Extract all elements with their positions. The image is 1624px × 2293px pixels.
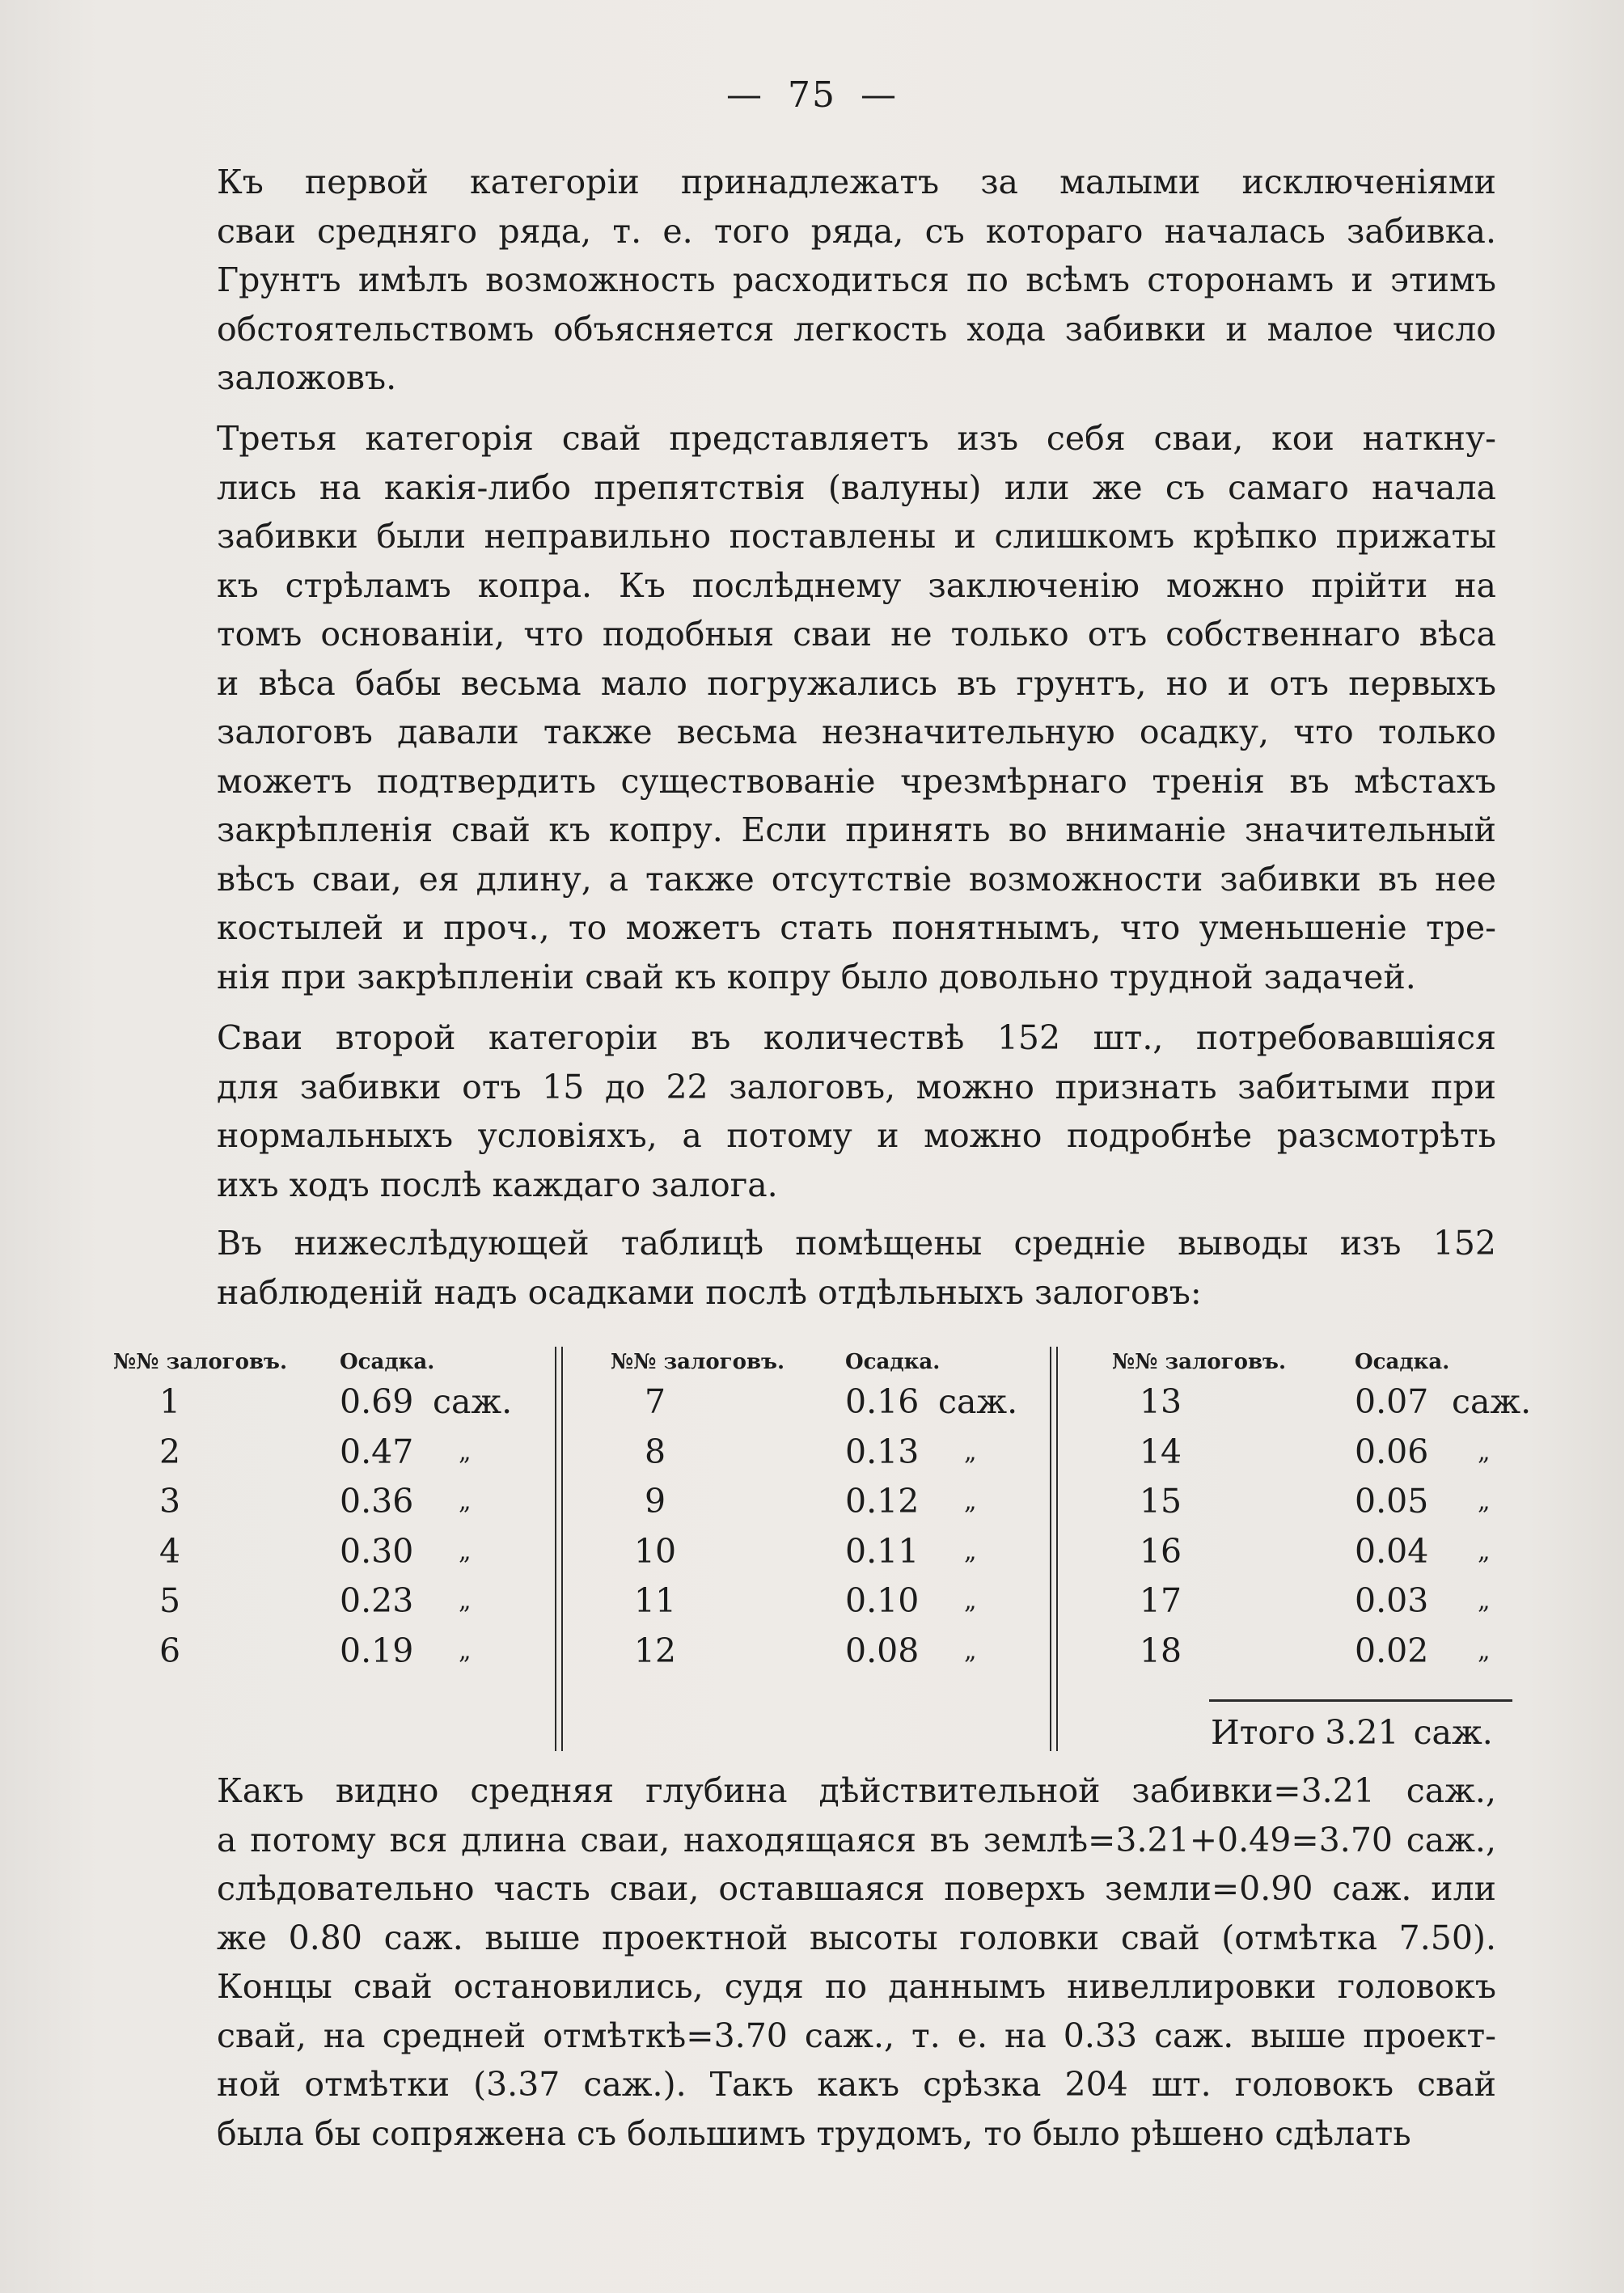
settlement-value: 0.69 xyxy=(340,1382,414,1421)
table-row xyxy=(1112,1627,1520,1677)
text-line: нія при закрѣпленіи свай къ копру было довольно трудной задачей. xyxy=(217,957,1416,996)
paragraph-table-intro xyxy=(121,1219,1496,1317)
ditto-mark: „ xyxy=(459,1437,472,1466)
total-unit: саж. xyxy=(1413,1713,1493,1752)
paragraph-lines xyxy=(121,1013,1496,1209)
table-total xyxy=(1211,1708,1493,1757)
table-row xyxy=(113,1576,566,1627)
pile-drive-number: 2 xyxy=(159,1432,181,1471)
settlement-value: 0.03 xyxy=(1355,1581,1429,1620)
settlement-value: 0.02 xyxy=(1355,1631,1429,1670)
ditto-mark: „ xyxy=(964,1587,977,1615)
text-line: томъ основаніи, что подобныя сваи не только отъ собственнаго вѣса xyxy=(217,615,1496,654)
table-row xyxy=(611,1428,1064,1478)
table-header xyxy=(113,1347,566,1377)
paragraph-lines xyxy=(121,1766,1496,2158)
pile-drive-number: 14 xyxy=(1139,1432,1182,1471)
pile-drive-number: 18 xyxy=(1139,1631,1182,1670)
settlement-value: 0.05 xyxy=(1355,1482,1429,1521)
ditto-mark: „ xyxy=(459,1537,472,1566)
text-line: Какъ видно средняя глубина дѣйствительной забивки=3.21 саж., xyxy=(217,1771,1496,1810)
table-row xyxy=(611,1477,1064,1527)
text-line: костылей и проч., то можетъ стать понятнымъ, что уменьшеніе тре- xyxy=(217,908,1496,947)
text-line: Въ нижеслѣдующей таблицѣ помѣщены средніе выводы изъ 152 xyxy=(217,1224,1496,1263)
text-line: залоговъ давали также весьма незначительную осадку, что только xyxy=(217,713,1496,751)
header-number: №№ залоговъ. xyxy=(611,1350,785,1374)
settlement-value: 0.06 xyxy=(1355,1432,1429,1471)
text-line: ихъ ходъ послѣ каждаго залога. xyxy=(217,1165,778,1204)
ditto-mark: „ xyxy=(964,1636,977,1665)
total-value: 3.21 xyxy=(1325,1713,1399,1752)
header-settlement: Осадка. xyxy=(340,1350,435,1374)
pile-drive-number: 6 xyxy=(159,1631,181,1670)
text-line: свай, на средней отмѣткѣ=3.70 саж., т. е. на 0.33 саж. выше проект- xyxy=(217,2016,1496,2055)
text-line: Грунтъ имѣлъ возможность расходиться по всѣмъ сторонамъ и этимъ xyxy=(217,260,1496,299)
table-row xyxy=(113,1627,566,1677)
ditto-mark: „ xyxy=(459,1487,472,1516)
text-line: къ стрѣламъ копра. Къ послѣднему заключенію можно прійти на xyxy=(217,565,1496,605)
ditto-mark: „ xyxy=(1478,1487,1491,1516)
text-line: Сваи второй категоріи въ количествѣ 152 шт., потребовавшіяся xyxy=(217,1018,1496,1057)
pile-drive-number: 15 xyxy=(1139,1482,1182,1521)
table-divider xyxy=(1050,1347,1058,1751)
settlement-value: 0.10 xyxy=(845,1581,920,1620)
header-number: №№ залоговъ. xyxy=(113,1350,288,1374)
ditto-mark: „ xyxy=(459,1587,472,1615)
pile-drive-number: 1 xyxy=(159,1382,181,1421)
table-column-2 xyxy=(611,1347,1064,1759)
pile-drive-number: 12 xyxy=(633,1631,677,1670)
unit-label: саж. xyxy=(938,1382,1018,1421)
text-line: ной отмѣтки (3.37 саж.). Такъ какъ срѣзка 204 шт. головокъ свай xyxy=(217,2065,1496,2104)
paragraph-second-category xyxy=(121,1013,1496,1209)
settlement-value: 0.30 xyxy=(340,1531,414,1571)
table-row xyxy=(113,1527,566,1577)
settlement-value: 0.19 xyxy=(340,1631,414,1670)
pile-drive-number: 10 xyxy=(633,1531,677,1571)
table-row xyxy=(1112,1576,1520,1627)
ditto-mark: „ xyxy=(964,1537,977,1566)
unit-label: саж. xyxy=(433,1382,513,1421)
text-line: заложовъ. xyxy=(217,358,397,397)
settlement-value: 0.47 xyxy=(340,1432,414,1471)
table-header xyxy=(1112,1347,1520,1377)
pile-drive-number: 9 xyxy=(644,1482,666,1521)
pile-drive-number: 8 xyxy=(644,1432,666,1471)
ditto-mark: „ xyxy=(964,1487,977,1516)
pile-drive-number: 5 xyxy=(159,1581,181,1620)
text-line: обстоятельствомъ объясняется легкость хода забивки и малое число xyxy=(217,309,1496,349)
paragraph-first-category xyxy=(121,158,1496,403)
header-settlement: Осадка. xyxy=(845,1350,941,1374)
text-line: для забивки отъ 15 до 22 залоговъ, можно признать забитыми при xyxy=(217,1067,1496,1106)
text-line: была бы сопряжена съ большимъ трудомъ, то было рѣшено сдѣлать xyxy=(217,2113,1411,2153)
text-line: Къ первой категоріи принадлежатъ за малыми исключеніями xyxy=(217,163,1496,201)
text-line: наблюденій надъ осадками послѣ отдѣльныхъ залоговъ: xyxy=(217,1272,1202,1312)
ditto-mark: „ xyxy=(1478,1437,1491,1466)
total-label: Итого xyxy=(1211,1713,1316,1752)
table-column-3 xyxy=(1112,1347,1532,1759)
table-row xyxy=(611,1377,1064,1428)
table-row xyxy=(113,1428,566,1478)
settlement-value: 0.08 xyxy=(845,1631,920,1670)
paragraph-lines xyxy=(121,158,1496,403)
settlement-value: 0.04 xyxy=(1355,1531,1429,1571)
table-column-1 xyxy=(113,1347,566,1759)
header-number: №№ залоговъ. xyxy=(1112,1350,1287,1374)
text-line: сваи средняго ряда, т. е. того ряда, съ котораго началась забивка. xyxy=(217,211,1496,251)
settlement-table xyxy=(113,1347,1532,1759)
pile-drive-number: 16 xyxy=(1139,1531,1182,1571)
total-rule xyxy=(1209,1699,1512,1702)
table-row xyxy=(611,1527,1064,1577)
ditto-mark: „ xyxy=(964,1437,977,1466)
paragraph-lines xyxy=(121,1219,1496,1317)
table-header xyxy=(611,1347,1064,1377)
table-divider xyxy=(555,1347,563,1751)
settlement-value: 0.13 xyxy=(845,1432,920,1471)
text-line: нормальныхъ условіяхъ, а потому и можно подробнѣе разсмотрѣть xyxy=(217,1116,1496,1155)
settlement-value: 0.11 xyxy=(845,1531,920,1571)
table-row xyxy=(1112,1527,1520,1577)
settlement-value: 0.23 xyxy=(340,1581,414,1620)
pile-drive-number: 17 xyxy=(1139,1581,1182,1620)
settlement-value: 0.07 xyxy=(1355,1382,1429,1421)
text-line: вѣсъ сваи, ея длину, а также отсутствіе возможности забивки въ нее xyxy=(217,859,1496,899)
paragraph-lines xyxy=(121,414,1496,1001)
text-line: можетъ подтвердить существованіе чрезмѣрнаго тренія въ мѣстахъ xyxy=(217,761,1496,801)
text-line: Концы свай остановились, судя по даннымъ нивеллировки головокъ xyxy=(217,1967,1496,2006)
settlement-value: 0.36 xyxy=(340,1482,414,1521)
paragraph-conclusion xyxy=(121,1766,1496,2158)
text-line: забивки были неправильно поставлены и слишкомъ крѣпко прижаты xyxy=(217,517,1496,556)
page-number: — 75 — xyxy=(726,74,898,116)
header-settlement: Осадка. xyxy=(1355,1350,1450,1374)
pile-drive-number: 7 xyxy=(644,1382,666,1421)
text-line: Третья категорія свай представляетъ изъ себя сваи, кои наткну- xyxy=(217,419,1496,458)
table-row xyxy=(1112,1428,1520,1478)
pile-drive-number: 11 xyxy=(633,1581,677,1620)
paragraph-third-category xyxy=(121,414,1496,1001)
table-row xyxy=(1112,1477,1520,1527)
ditto-mark: „ xyxy=(459,1636,472,1665)
pile-drive-number: 4 xyxy=(159,1531,181,1571)
text-line: же 0.80 саж. выше проектной высоты головки свай (отмѣтка 7.50). xyxy=(217,1918,1496,1957)
table-row xyxy=(1112,1377,1532,1428)
text-line: лись на какія-либо препятствія (валуны) или же съ самаго начала xyxy=(217,467,1496,507)
text-line: а потому вся длина сваи, находящаяся въ землѣ=3.21+0.49=3.70 саж., xyxy=(217,1820,1496,1859)
text-line: и вѣса бабы весьма мало погружались въ грунтъ, но и отъ первыхъ xyxy=(217,663,1496,703)
text-line: закрѣпленія свай къ копру. Если принять во вниманіе значительный xyxy=(217,810,1496,849)
table-row xyxy=(113,1477,566,1527)
ditto-mark: „ xyxy=(1478,1636,1491,1665)
ditto-mark: „ xyxy=(1478,1587,1491,1615)
text-line: слѣдовательно часть сваи, оставшаяся поверхъ земли=0.90 саж. или xyxy=(217,1869,1496,1908)
table-row xyxy=(611,1627,1064,1677)
pile-drive-number: 13 xyxy=(1139,1382,1182,1421)
settlement-value: 0.16 xyxy=(845,1382,920,1421)
ditto-mark: „ xyxy=(1478,1537,1491,1566)
unit-label: саж. xyxy=(1452,1382,1532,1421)
settlement-value: 0.12 xyxy=(845,1482,920,1521)
table-row xyxy=(113,1377,566,1428)
pile-drive-number: 3 xyxy=(159,1482,181,1521)
table-row xyxy=(611,1576,1064,1627)
